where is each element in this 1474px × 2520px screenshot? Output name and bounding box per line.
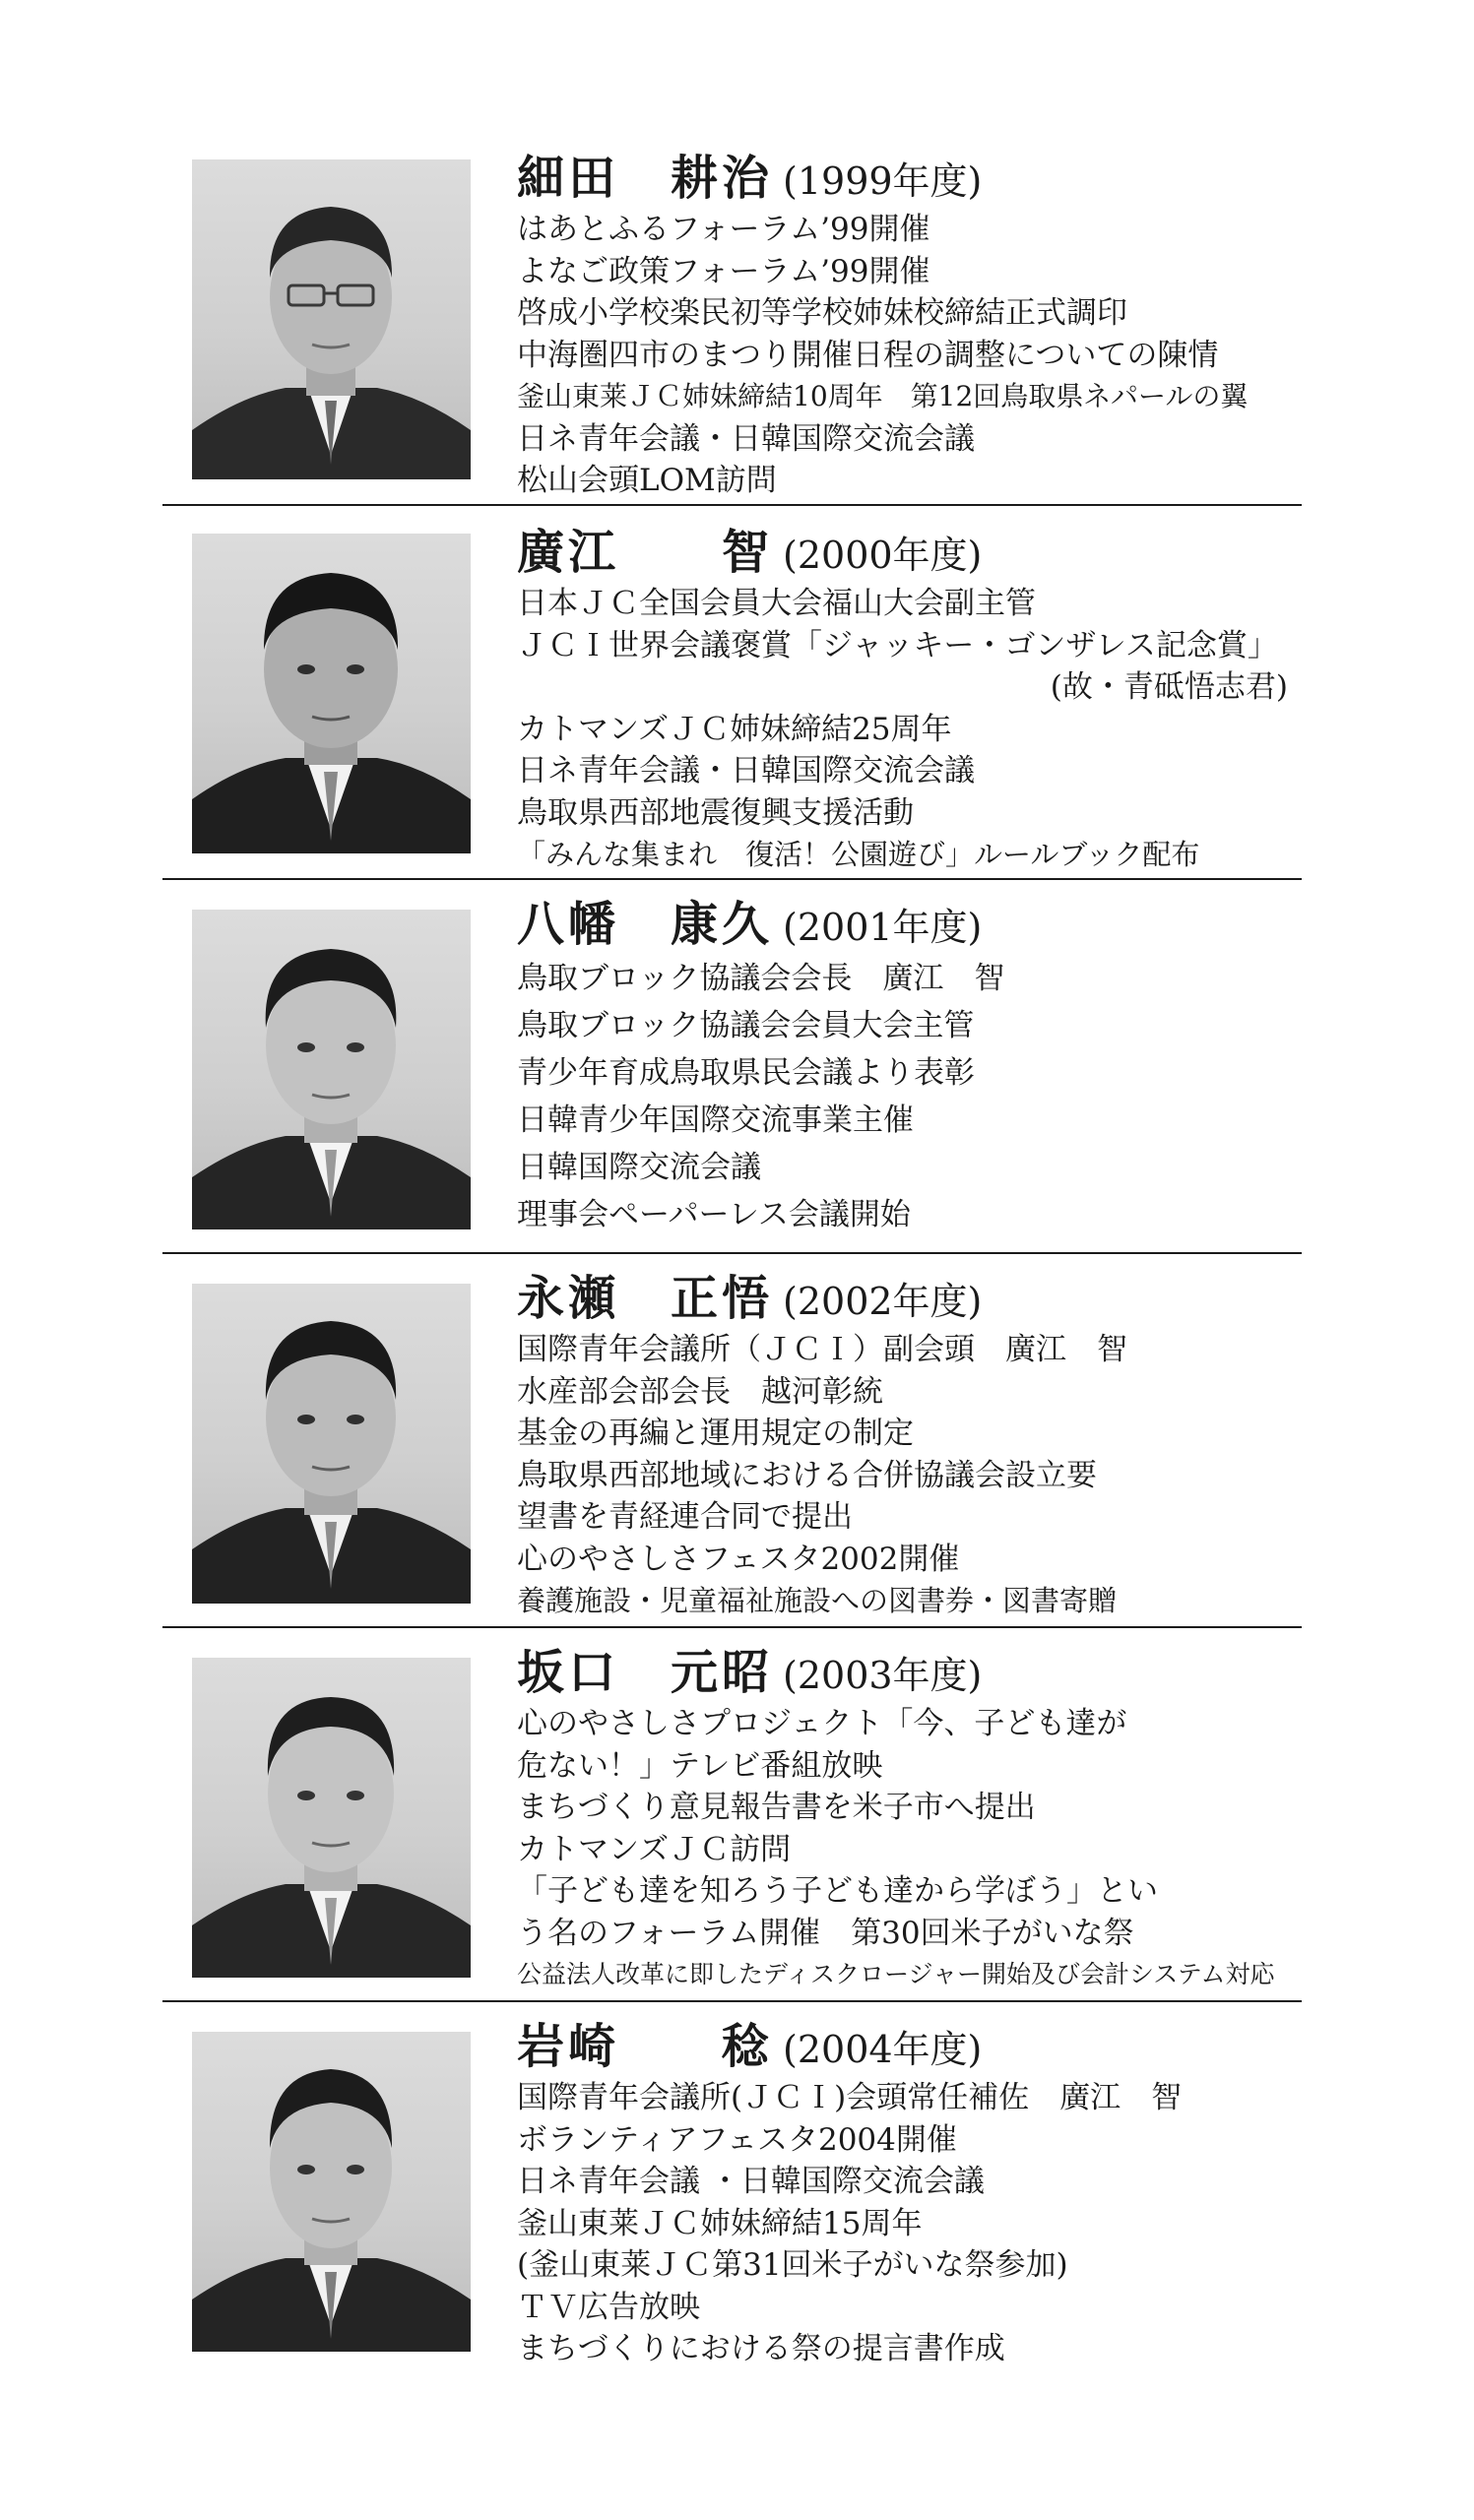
activity-item: 釜山東莱ＪＣ姉妹締結15周年	[517, 2205, 923, 2241]
activity-item: カトマンズＪＣ訪問	[517, 1831, 792, 1867]
term-year: (2004年度)	[783, 2028, 983, 2071]
activity-item: 国際青年会議所（ＪＣＩ）副会頭 廣江 智	[517, 1332, 1127, 1367]
term-year: (1999年度)	[783, 159, 983, 203]
activity-item: 日ネ青年会議 ・日韓国際交流会議	[517, 2164, 985, 2199]
name-line	[517, 522, 1302, 583]
portrait-photo	[192, 1284, 471, 1604]
activity-item: 心のやさしさプロジェクト「今、子ども達が	[517, 1706, 1127, 1741]
activity-item: 水産部会部会長 越河彰統	[517, 1373, 883, 1410]
portrait-photo	[192, 2032, 471, 2352]
term-year: (2003年度)	[783, 1654, 983, 1697]
portrait-photo	[192, 910, 471, 1229]
portrait-photo	[192, 534, 471, 853]
activity-item: 日ネ青年会議・日韓国際交流会議	[517, 420, 975, 457]
activity-item: う名のフォーラム開催 第30回米子がいな祭	[517, 1915, 1134, 1951]
president-name: 八幡 康久	[517, 897, 774, 952]
activity-item: カトマンズＪＣ姉妹締結25周年	[517, 711, 952, 747]
activity-item: 鳥取県西部地域における合併協議会設立要	[517, 1457, 1097, 1493]
president-name: 岩崎 稔	[517, 2019, 774, 2074]
president-name: 坂口 元昭	[517, 1645, 774, 1700]
name-line	[517, 148, 1302, 209]
activity-item: ＴＶ広告放映	[517, 2289, 700, 2325]
activity-item: 中海圏四市のまつり開催日程の調整についての陳情	[517, 337, 1219, 373]
activity-item: 公益法人改革に即したディスクロージャー開始及び会計システム対応	[517, 1960, 1275, 1988]
activity-item: 鳥取ブロック協議会会員大会主管	[517, 1008, 975, 1043]
activity-item: まちづくりにおける祭の提言書作成	[517, 2331, 1005, 2366]
activity-item: 養護施設・児童福祉施設への図書券・図書寄贈	[517, 1584, 1118, 1617]
activity-item: ボランティアフェスタ2004開催	[517, 2121, 957, 2158]
activity-item: 望書を青経連合同で提出	[517, 1499, 853, 1535]
name-line	[517, 1642, 1302, 1703]
president-name: 細田 耕治	[517, 151, 774, 206]
activity-item: 松山会頭LOM訪問	[517, 463, 777, 498]
activity-item: はあとふるフォーラム’99開催	[517, 212, 930, 247]
name-line	[517, 1268, 1302, 1329]
activity-item: 日韓国際交流会議	[517, 1150, 761, 1185]
activity-item: 基金の再編と運用規定の制定	[517, 1416, 914, 1451]
portrait-photo	[192, 1658, 471, 1978]
activity-item: よなご政策フォーラム’99開催	[517, 253, 930, 289]
activity-item: (故・青砥悟志君)	[1050, 669, 1288, 705]
activity-item: 危ない！」テレビ番組放映	[517, 1747, 883, 1784]
activity-item: 日韓青少年国際交流事業主催	[517, 1102, 914, 1138]
activity-item: 「みんな集まれ 復活！公園遊び」ルールブック配布	[517, 838, 1200, 871]
term-year: (2001年度)	[783, 906, 983, 949]
activity-item: 日ネ青年会議・日韓国際交流会議	[517, 753, 975, 788]
president-name: 廣江 智	[517, 525, 774, 580]
name-line	[517, 894, 1302, 955]
portrait-photo	[192, 159, 471, 479]
activity-item: 青少年育成鳥取県民会議より表彰	[517, 1055, 975, 1091]
activity-item: まちづくり意見報告書を米子市へ提出	[517, 1790, 1036, 1825]
activity-item: 啓成小学校楽民初等学校姉妹校締結正式調印	[517, 295, 1127, 331]
section-divider	[162, 504, 1302, 506]
activity-item: ＪＣＩ世界会議褒賞「ジャッキー・ゴンザレス記念賞」	[517, 627, 1278, 663]
activity-item: 「子ども達を知ろう子ども達から学ぼう」とい	[517, 1873, 1158, 1909]
section-divider	[162, 1252, 1302, 1254]
term-year: (2000年度)	[783, 534, 983, 577]
activity-item: 国際青年会議所(ＪＣＩ)会頭常任補佐 廣江 智	[517, 2080, 1183, 2115]
activity-item: 鳥取ブロック協議会会長 廣江 智	[517, 961, 1005, 996]
name-line	[517, 2016, 1302, 2077]
section-divider	[162, 1626, 1302, 1628]
section-divider	[162, 2000, 1302, 2002]
activity-item: 日本ＪＣ全国会員大会福山大会副主管	[517, 586, 1036, 621]
section-divider	[162, 878, 1302, 880]
activity-item: 鳥取県西部地震復興支援活動	[517, 794, 914, 831]
activity-item: 釜山東莱ＪＣ姉妹締結10周年 第12回鳥取県ネパールの翼	[517, 380, 1249, 412]
activity-item: (釜山東莱ＪＣ第31回米子がいな祭参加)	[517, 2247, 1068, 2283]
activity-item: 理事会ペーパーレス会議開始	[517, 1197, 911, 1232]
term-year: (2002年度)	[783, 1280, 983, 1323]
activity-item: 心のやさしさフェスタ2002開催	[517, 1541, 960, 1577]
president-name: 永瀬 正悟	[517, 1271, 774, 1326]
